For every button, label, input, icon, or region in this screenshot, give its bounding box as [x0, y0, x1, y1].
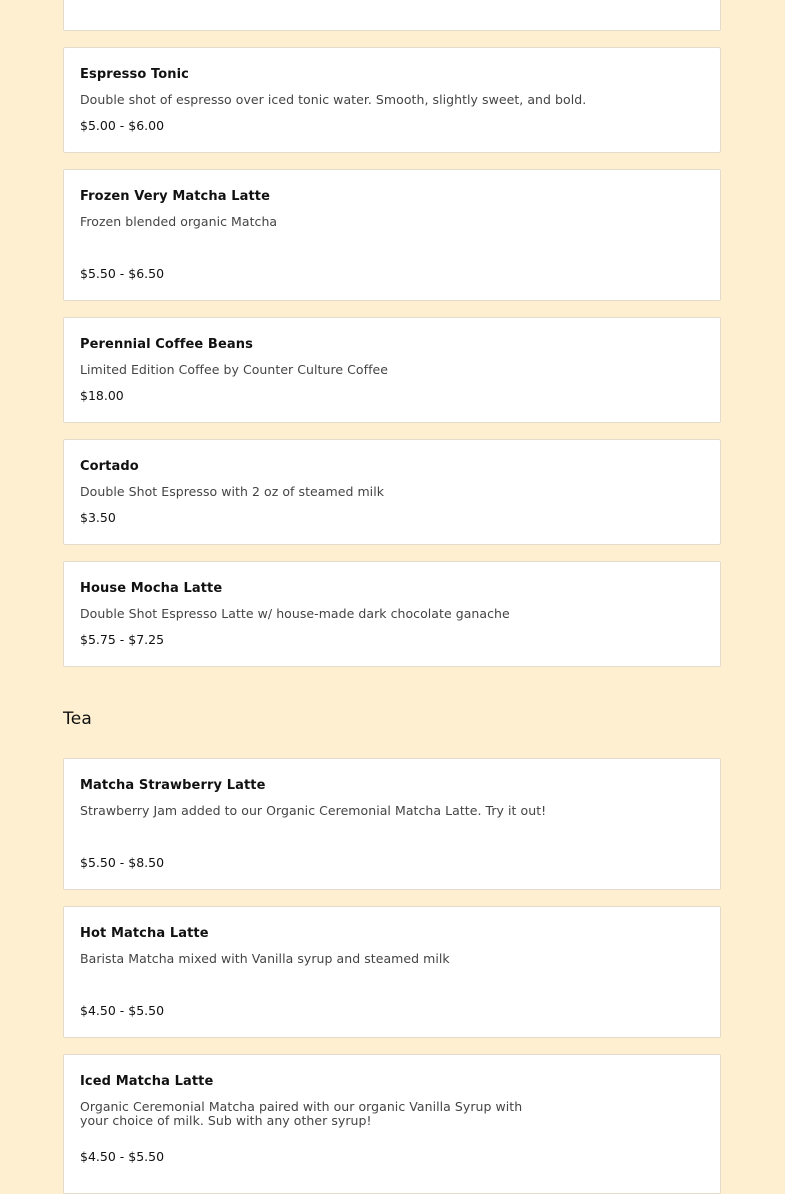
item-description: Double Shot Espresso with 2 oz of steamed milk	[80, 484, 385, 499]
menu-item-card[interactable]	[63, 439, 721, 545]
item-price: $5.00 - $6.00	[80, 118, 165, 133]
item-description: Limited Edition Coffee by Counter Culture Coffee	[80, 362, 389, 377]
item-name: Cortado	[80, 459, 139, 474]
item-name: Iced Matcha Latte	[80, 1074, 214, 1089]
item-name: House Mocha Latte	[80, 581, 223, 596]
item-description: Barista Matcha mixed with Vanilla syrup and steamed milk	[80, 951, 450, 966]
item-name: Espresso Tonic	[80, 67, 189, 82]
menu-item-card[interactable]	[63, 47, 721, 153]
menu-item-card[interactable]	[63, 169, 721, 301]
menu-item-card[interactable]	[63, 758, 721, 890]
item-price: $5.75 - $7.25	[80, 632, 165, 647]
item-price: $4.50 - $5.50	[80, 1149, 165, 1164]
item-price: $3.50	[80, 510, 116, 525]
section-title-tea: Tea	[63, 709, 92, 729]
item-name: Perennial Coffee Beans	[80, 337, 253, 352]
item-price: $18.00	[80, 388, 124, 403]
item-price	[80, 0, 164, 1]
menu-item-card[interactable]	[63, 561, 721, 667]
item-name: Hot Matcha Latte	[80, 926, 209, 941]
menu-item-card[interactable]	[63, 0, 721, 31]
menu-item-card[interactable]	[63, 1054, 721, 1194]
menu-item-card[interactable]	[63, 906, 721, 1038]
item-description: Strawberry Jam added to our Organic Ceremonial Matcha Latte. Try it out!	[80, 803, 547, 818]
item-description: Double shot of espresso over iced tonic water. Smooth, slightly sweet, and bold.	[80, 92, 587, 107]
menu-item-card[interactable]	[63, 317, 721, 423]
item-price: $5.50 - $8.50	[80, 855, 165, 870]
item-description: Frozen blended organic Matcha	[80, 214, 278, 229]
item-name: Frozen Very Matcha Latte	[80, 189, 271, 204]
item-name: Matcha Strawberry Latte	[80, 778, 266, 793]
item-price: $4.50 - $5.50	[80, 1003, 165, 1018]
item-description: Organic Ceremonial Matcha paired with our organic Vanilla Syrup with your choice of milk. Sub with any other syrup!	[80, 1099, 523, 1128]
item-price: $5.50 - $6.50	[80, 266, 165, 281]
item-description: Double Shot Espresso Latte w/ house-made dark chocolate ganache	[80, 606, 510, 621]
